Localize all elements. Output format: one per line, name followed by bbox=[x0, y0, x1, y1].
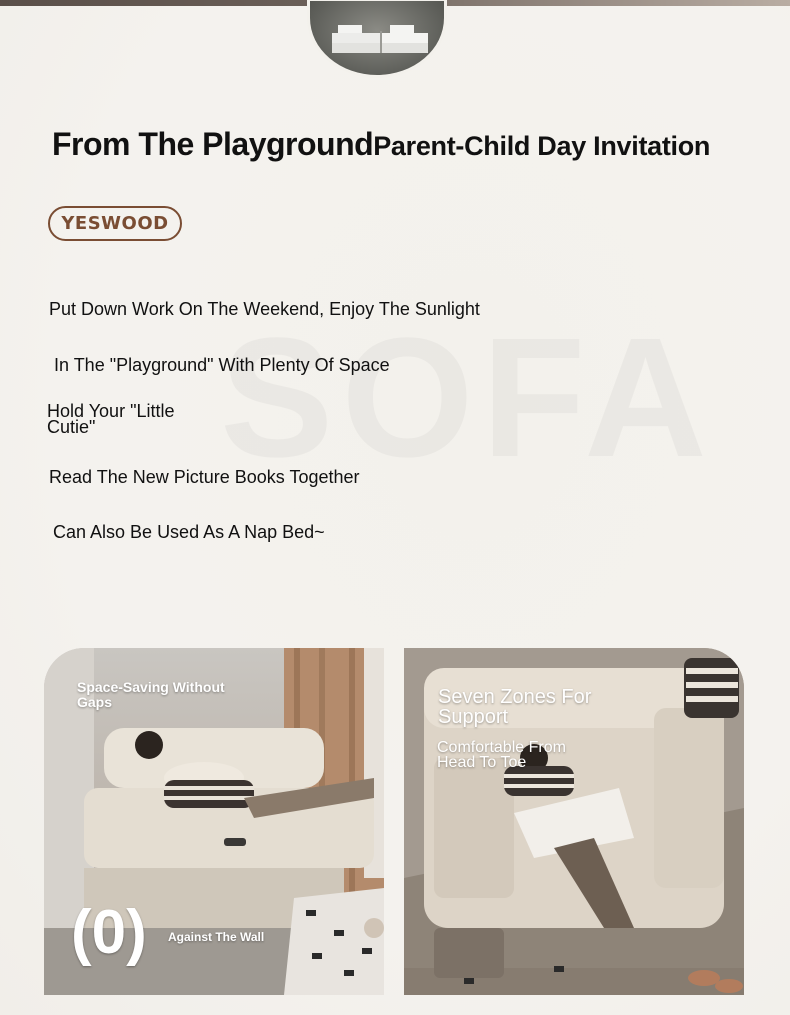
feature-card-seven-zones bbox=[404, 648, 744, 995]
card-left-caption-1: Space-Saving Without bbox=[77, 679, 225, 695]
sofa-badge bbox=[307, 0, 447, 78]
text-line-6: Can Also Be Used As A Nap Bed~ bbox=[53, 522, 325, 542]
card-right-heading-1: Seven Zones For bbox=[438, 686, 592, 708]
card-left-big-number: (0) bbox=[71, 898, 147, 967]
card-left-big-label: Against The Wall bbox=[168, 930, 265, 944]
card-left-caption-2: Gaps bbox=[77, 694, 113, 710]
text-line-2: In The "Playground" With Plenty Of Space bbox=[54, 355, 390, 375]
card-right-sub-2: Head To Toe bbox=[437, 754, 527, 771]
card-right-sub-1: Comfortable From bbox=[437, 739, 566, 756]
feature-card-space-saving bbox=[44, 648, 384, 995]
text-line-1: Put Down Work On The Weekend, Enjoy The Sunlight bbox=[49, 299, 480, 319]
text-line-3: Hold Your "Little bbox=[47, 401, 175, 421]
title-main: From The Playground bbox=[52, 126, 374, 162]
title-sub: Parent-Child Day Invitation bbox=[373, 131, 711, 161]
text-line-4: Cutie" bbox=[47, 417, 96, 437]
brand-logo: YESWOOD bbox=[48, 206, 182, 241]
page-title bbox=[52, 126, 710, 163]
sofa-icon bbox=[330, 23, 430, 57]
text-line-5: Read The New Picture Books Together bbox=[49, 467, 360, 487]
card-right-heading-2: Support bbox=[438, 706, 509, 728]
